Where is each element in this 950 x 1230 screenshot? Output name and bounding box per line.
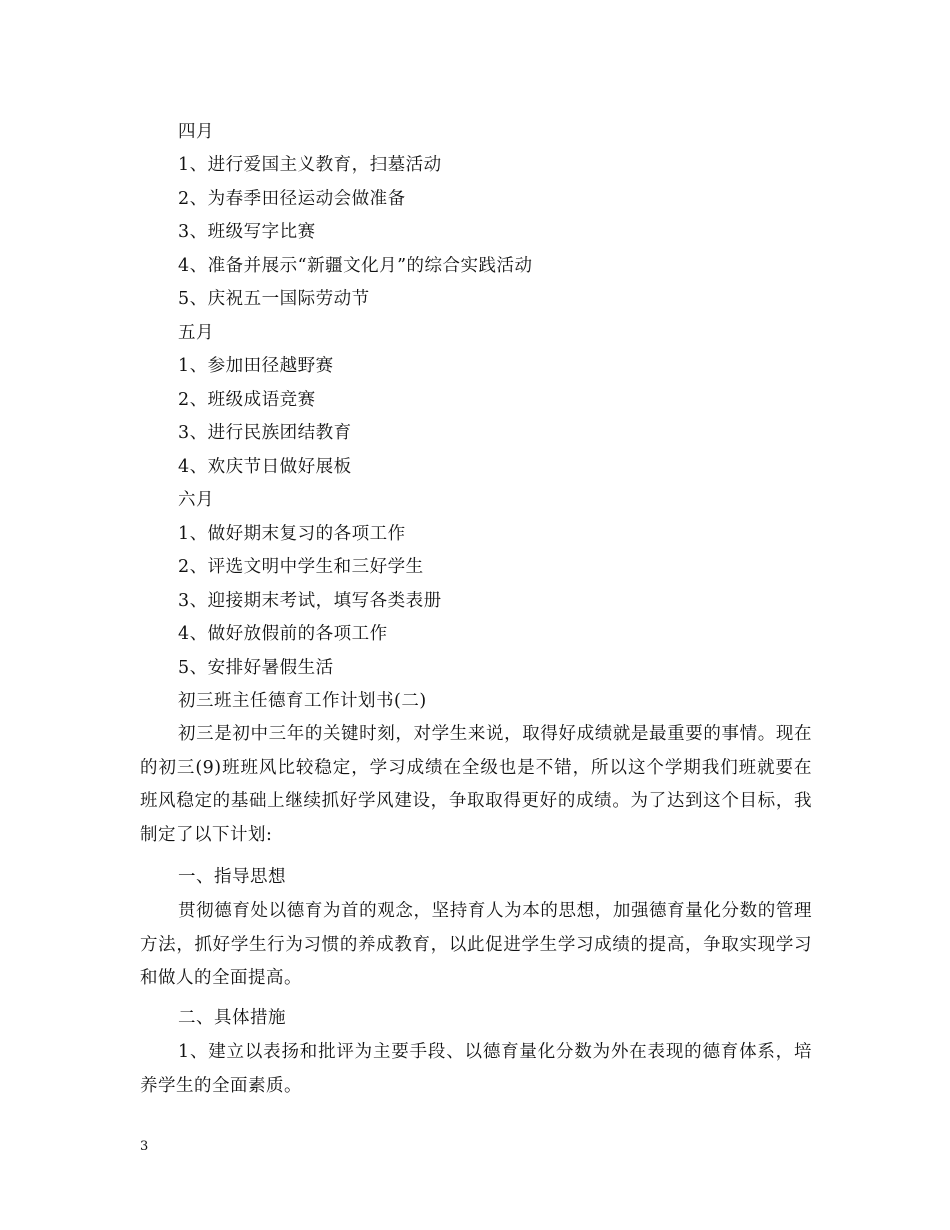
list-item: 2、班级成语竞赛 [178,390,316,410]
list-item: 1、做好期末复习的各项工作 [178,524,406,544]
list-item: 4、欢庆节日做好展板 [178,457,352,477]
list-item: 3、迎接期末考试，填写各类表册 [178,591,442,611]
list-item: 5、庆祝五一国际劳动节 [178,289,370,309]
month-heading-may: 五月 [178,323,214,343]
list-item: 1、进行爱国主义教育，扫墓活动 [178,155,442,175]
month-heading-june: 六月 [178,490,214,510]
guiding-paragraph: 贯彻德育处以德育为首的观念，坚持育人为本的思想，加强德育量化分数的管理方法，抓好学生行为习惯的养成教育，以此促进学生学习成绩的提高，争取实现学习和做人的全面提高。 [140,901,812,989]
list-item: 5、安排好暑假生活 [178,658,334,678]
heading-specific-measures: 二、具体措施 [178,1008,286,1028]
section-title: 初三班主任德育工作计划书(二) [178,691,427,711]
list-item: 2、为春季田径运动会做准备 [178,189,406,209]
page-number: 3 [140,1139,149,1154]
list-item: 4、做好放假前的各项工作 [178,624,388,644]
list-item: 4、准备并展示“新疆文化月”的综合实践活动 [178,256,533,276]
list-item: 3、班级写字比赛 [178,222,316,242]
list-item: 3、进行民族团结教育 [178,423,352,443]
month-heading-april: 四月 [178,122,214,142]
list-item: 1、参加田径越野赛 [178,356,334,376]
intro-paragraph: 初三是初中三年的关键时刻，对学生来说，取得好成绩就是最重要的事情。现在的初三(9)班班风比较稳定，学习成绩在全级也是不错，所以这个学期我们班就要在班风稳定的基础上继续抓好学风建设，争取取得更好的成绩。为了达到这个目标，我制定了以下计划: [140,724,812,845]
list-item: 2、评选文明中学生和三好学生 [178,557,424,577]
heading-guiding-ideology: 一、指导思想 [178,867,286,887]
measure-paragraph: 1、建立以表扬和批评为主要手段、以德育量化分数为外在表现的德育体系，培养学生的全面素质。 [140,1042,812,1096]
